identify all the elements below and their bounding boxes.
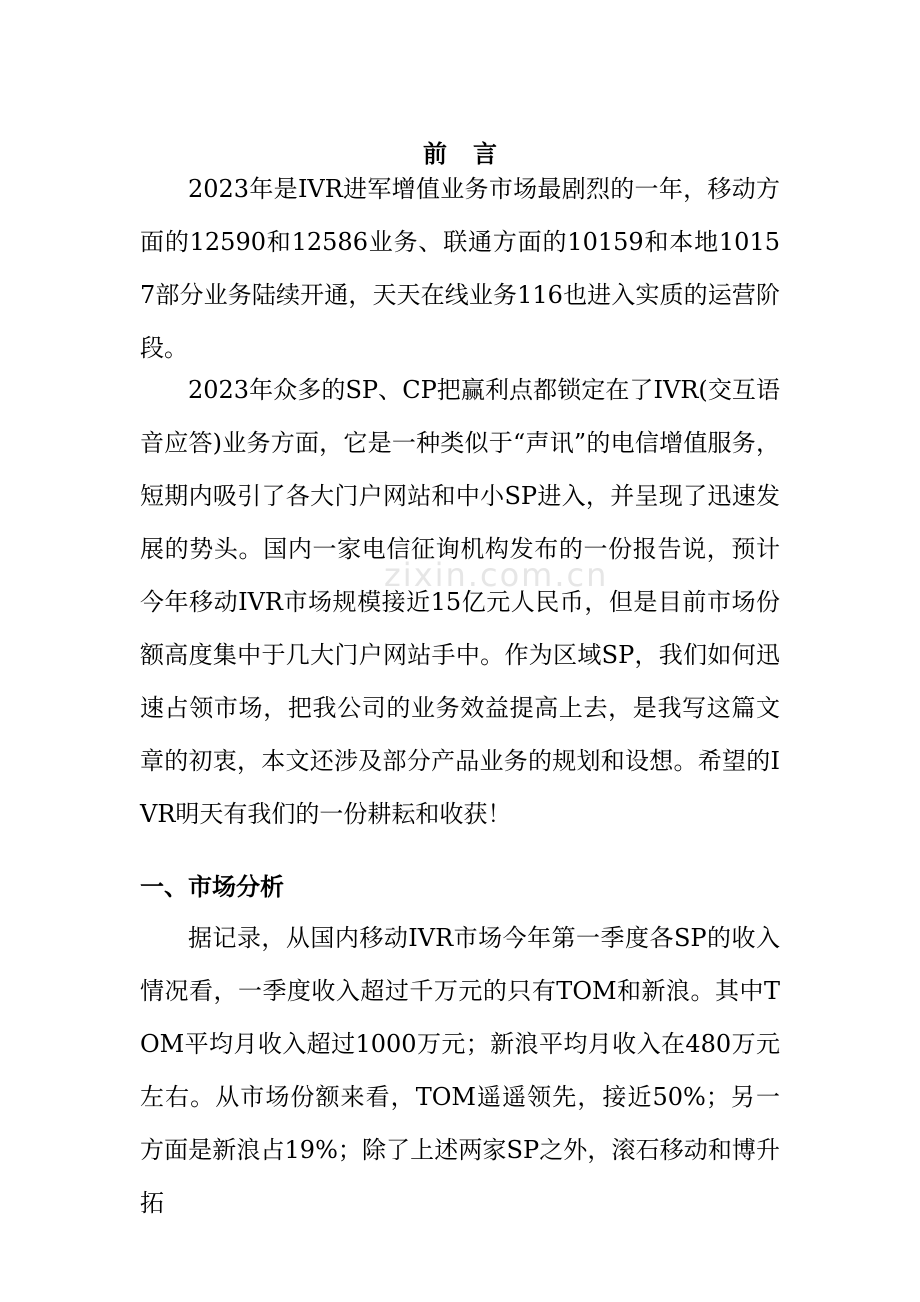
section-paragraph-1: 据记录，从国内移动IVR市场今年第一季度各SP的收入情况看，一季度收入超过千万元的只有TOM和新浪。其中TOM平均月收入超过1000万元；新浪平均月收入在480万元左右。从市场份额来看，TOM遥遥领先，接近50%；另一方面是新浪占19%；除了上述两家SP之外，滚石移动和博升拓 — [140, 924, 780, 1217]
intro-paragraph-2: 2023年众多的SP、CP把赢利点都锁定在了IVR(交互语音应答)业务方面，它是一种类似于“声讯”的电信增值服务，短期内吸引了各大门户网站和中小SP进入，并呈现了迅速发展的势头。国内一家电信征询机构发布的一份报告说，预计今年移动IVR市场规模接近15亿元人民币，但是目前市场份额高度集中于几大门户网站手中。作为区域SP，我们如何迅速占领市场，把我公司的业务效益提高上去，是我写这篇文章的初衷，本文还涉及部分产品业务的规划和设想。希望的IVR明天有我们的一份耕耘和收获！ — [140, 376, 780, 828]
watermark: zixin.com.cn — [384, 556, 609, 594]
section-heading-market-analysis: 一、市场分析 — [140, 873, 284, 901]
page-title: 前言 — [423, 140, 523, 169]
intro-paragraph-1: 2023年是IVR进军增值业务市场最剧烈的一年，移动方面的12590和12586业务、联通方面的10159和本地10157部分业务陆续开通，天天在线业务116也进入实质的运营阶段。 — [140, 175, 780, 362]
